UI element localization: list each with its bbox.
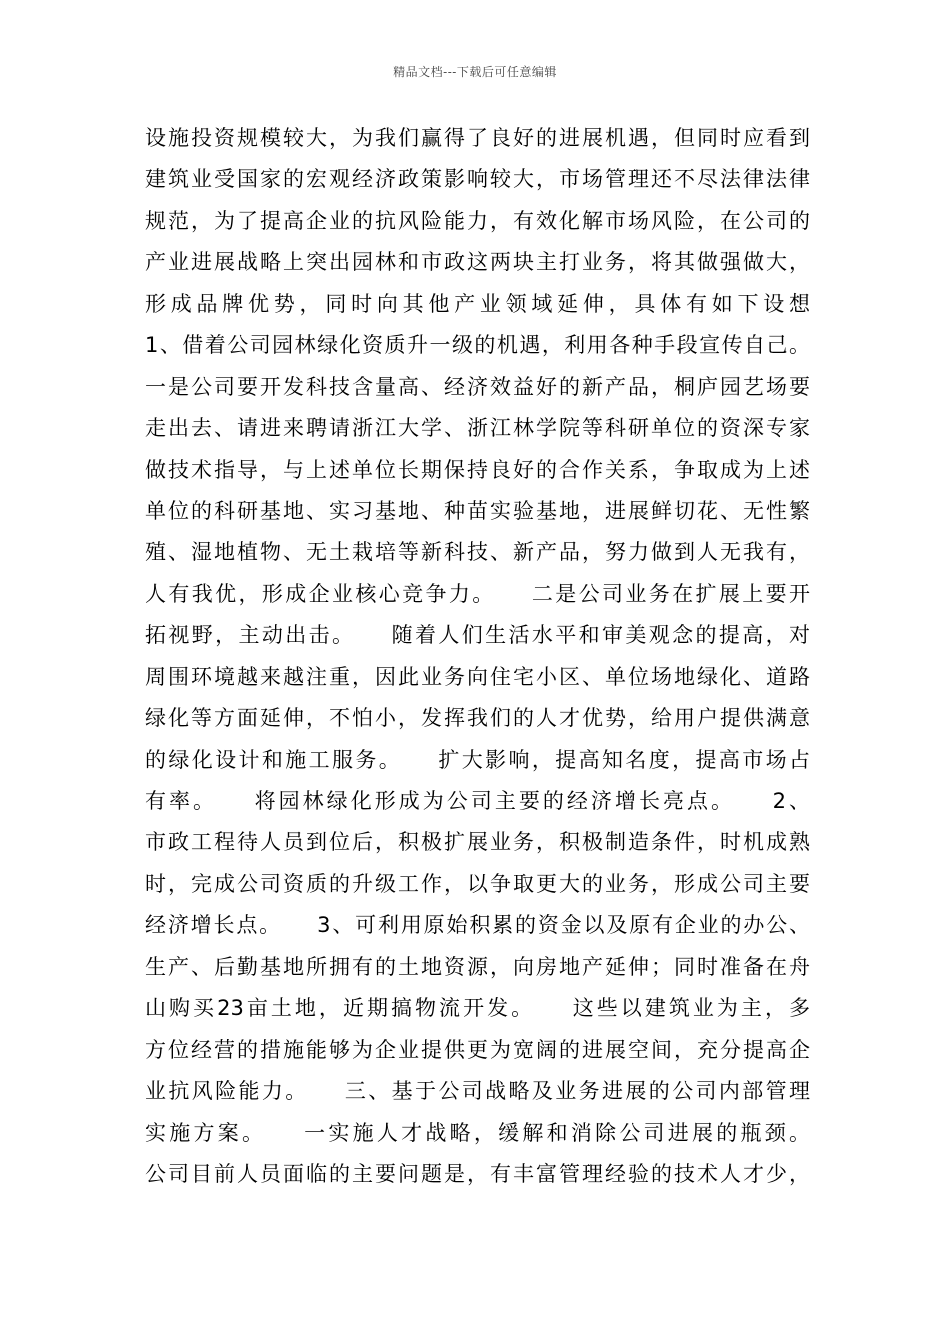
text-line: 市政工程待人员到位后，积极扩展业务，积极制造条件，时机成熟 — [145, 830, 810, 855]
text-line: 拓视野，主动出击。 随着人们生活水平和审美观念的提高，对 — [145, 623, 810, 648]
text-line: 人有我优，形成企业核心竞争力。 二是公司业务在扩展上要开 — [145, 581, 810, 606]
body-text — [145, 118, 810, 1195]
text-line: 做技术指导，与上述单位长期保持良好的合作关系，争取成为上述 — [145, 457, 810, 482]
text-line: 周围环境越来越注重，因此业务向住宅小区、单位场地绿化、道路 — [145, 664, 810, 689]
text-line: 走出去、请进来聘请浙江大学、浙江林学院等科研单位的资深专家 — [145, 416, 810, 441]
text-line: 单位的科研基地、实习基地、种苗实验基地，进展鲜切花、无性繁 — [145, 498, 810, 523]
text-line: 有率。 将园林绿化形成为公司主要的经济增长亮点。 2、 — [145, 789, 810, 813]
text-line: 山购买23亩土地，近期搞物流开发。 这些以建筑业为主，多 — [145, 996, 810, 1021]
text-line: 建筑业受国家的宏观经济政策影响较大，市场管理还不尽法律法律 — [145, 167, 810, 192]
text-line: 形成品牌优势，同时向其他产业领域延伸，具体有如下设想 — [145, 291, 810, 316]
text-line: 经济增长点。 3、可利用原始积累的资金以及原有企业的办公、 — [145, 913, 810, 938]
text-line: 公司目前人员面临的主要问题是，有丰富管理经验的技术人才少， — [145, 1161, 810, 1186]
text-line: 设施投资规模较大，为我们赢得了良好的进展机遇，但同时应看到 — [145, 126, 810, 150]
text-line: 生产、后勤基地所拥有的土地资源，向房地产延伸；同时准备在舟 — [145, 954, 810, 979]
text-line: 绿化等方面延伸，不怕小，发挥我们的人才优势，给用户提供满意 — [145, 706, 810, 731]
page-header: 精品文档---下载后可任意编辑 — [393, 65, 557, 79]
text-line: 一是公司要开发科技含量高、经济效益好的新产品，桐庐园艺场要 — [145, 374, 810, 399]
text-line: 殖、湿地植物、无土栽培等新科技、新产品，努力做到人无我有， — [145, 540, 810, 565]
text-line: 的绿化设计和施工服务。 扩大影响，提高知名度，提高市场占 — [145, 747, 810, 772]
text-line: 1、借着公司园林绿化资质升一级的机遇，利用各种手段宣传自己。 — [145, 333, 810, 358]
text-line: 规范，为了提高企业的抗风险能力，有效化解市场风险，在公司的 — [145, 208, 810, 233]
text-line: 时，完成公司资质的升级工作，以争取更大的业务，形成公司主要 — [145, 871, 810, 896]
text-line: 实施方案。 一实施人才战略，缓解和消除公司进展的瓶颈。 — [145, 1120, 810, 1145]
text-line: 方位经营的措施能够为企业提供更为宽阔的进展空间，充分提高企 — [145, 1037, 810, 1062]
text-line: 产业进展战略上突出园林和市政这两块主打业务，将其做强做大， — [145, 250, 810, 275]
text-line: 业抗风险能力。 三、基于公司战略及业务进展的公司内部管理 — [145, 1079, 810, 1104]
